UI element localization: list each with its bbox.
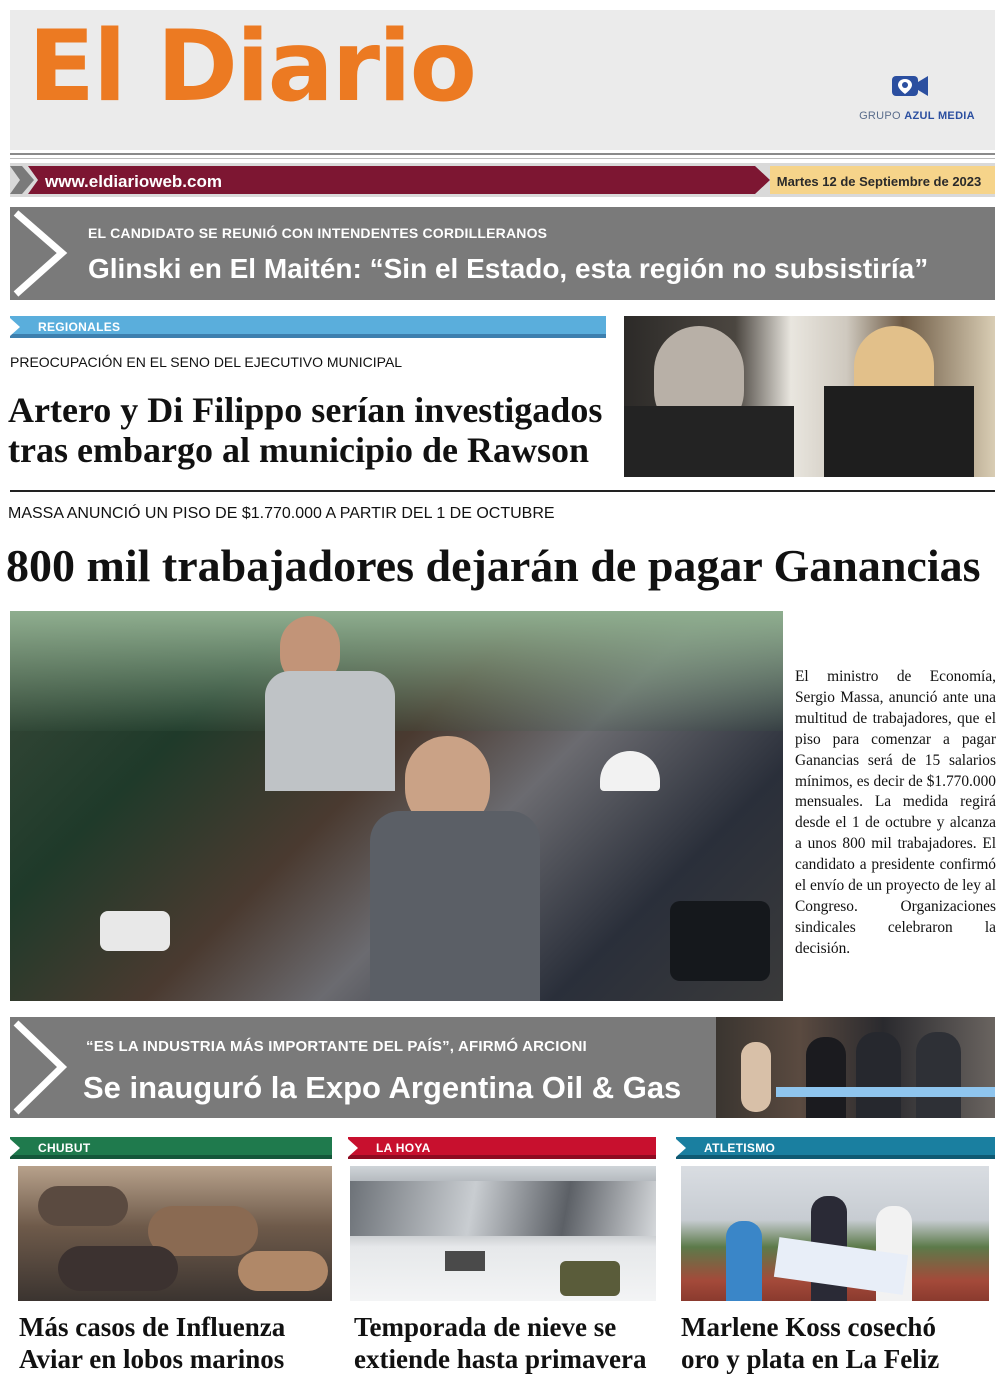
regional-headline[interactable] — [8, 390, 602, 470]
divider — [10, 158, 995, 159]
group-brand — [852, 110, 982, 122]
main-body: El ministro de Economía, Sergio Massa, anunció ante una multitud de trabajadores, que el piso para comenzar a pagar Ganancias será de 15 salarios mínimos, es decir de $1.770.000 mensuales. La medida regirá desde el 1 de octubre y alcanza a unos 800 mil trabajadores. El candidato a presidente confirmó el envío de un proyecto de ley al Congreso. Organizaciones sindicales celebraron la decisión. — [795, 668, 996, 957]
la-hoya-headline[interactable] — [354, 1311, 646, 1375]
atletismo-headline[interactable] — [681, 1311, 939, 1375]
section-label-chubut[interactable]: CHUBUT — [38, 1141, 91, 1155]
regional-photo — [624, 316, 995, 477]
group-prefix: GRUPO — [859, 110, 905, 122]
issue-date: Martes 12 de Septiembre de 2023 — [776, 174, 982, 189]
la-hoya-photo — [350, 1166, 656, 1301]
chubut-headline-line: Más casos de Influenza — [19, 1312, 286, 1342]
section-label-la-hoya[interactable]: LA HOYA — [376, 1141, 431, 1155]
la-hoya-headline-line: extiende hasta primavera — [354, 1344, 647, 1374]
regional-headline-line: Artero y Di Filippo serían investigados — [8, 390, 603, 430]
chevron-right-icon — [10, 1017, 70, 1118]
group-name: AZUL MEDIA — [904, 110, 975, 122]
chubut-headline[interactable] — [19, 1311, 285, 1375]
divider — [10, 153, 995, 155]
section-label-regionales[interactable]: REGIONALES — [38, 320, 121, 334]
expo-kicker: “ES LA INDUSTRIA MÁS IMPORTANTE DEL PAÍS”, AFIRMÓ ARCIONI — [86, 1038, 587, 1055]
chubut-photo — [18, 1166, 332, 1301]
top-story-kicker: EL CANDIDATO SE REUNIÓ CON INTENDENTES CORDILLERANOS — [88, 225, 548, 241]
chevron-right-icon — [10, 207, 70, 300]
video-camera-icon — [890, 70, 930, 102]
atletismo-headline-line: oro y plata en La Feliz — [681, 1344, 940, 1374]
chubut-headline-line: Aviar en lobos marinos — [19, 1344, 285, 1374]
divider — [10, 490, 995, 492]
section-label-atletismo[interactable]: ATLETISMO — [704, 1141, 776, 1155]
site-url-link[interactable]: www.eldiarioweb.com — [45, 172, 222, 191]
regional-kicker: PREOCUPACIÓN EN EL SENO DEL EJECUTIVO MUNICIPAL — [10, 354, 403, 370]
main-kicker: MASSA ANUNCIÓ UN PISO DE $1.770.000 A PARTIR DEL 1 DE OCTUBRE — [8, 505, 555, 522]
atletismo-photo — [681, 1166, 989, 1301]
main-photo — [10, 611, 783, 1001]
site-logo[interactable]: El Diario — [28, 10, 475, 124]
expo-photo — [716, 1017, 995, 1118]
top-story-headline[interactable]: Glinski en El Maitén: “Sin el Estado, esta región no subsistiría” — [88, 253, 929, 284]
regional-headline-line: tras embargo al municipio de Rawson — [8, 430, 590, 470]
main-headline[interactable]: 800 mil trabajadores dejarán de pagar Ganancias — [6, 540, 981, 591]
expo-headline[interactable]: Se inauguró la Expo Argentina Oil & Gas — [83, 1070, 682, 1105]
la-hoya-headline-line: Temporada de nieve se — [354, 1312, 617, 1342]
atletismo-headline-line: Marlene Koss cosechó — [681, 1312, 936, 1342]
